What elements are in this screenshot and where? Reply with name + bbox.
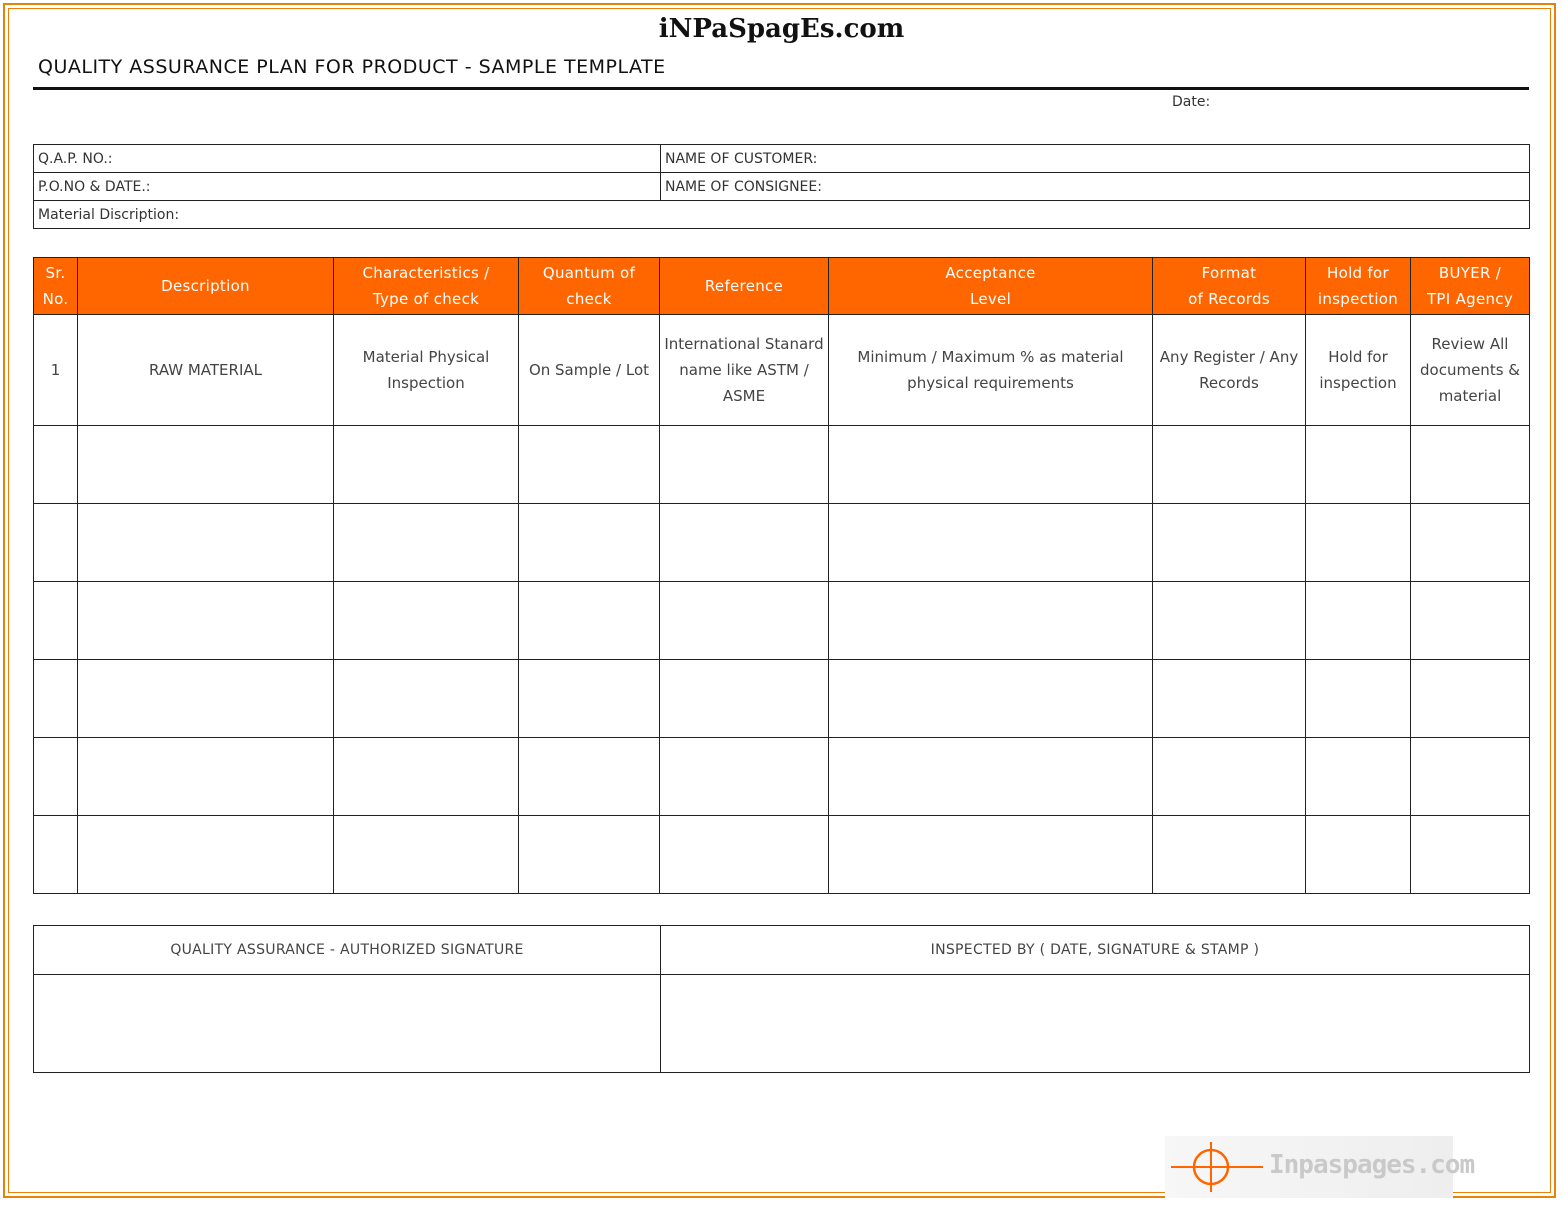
inspected-by-label: INSPECTED BY ( DATE, SIGNATURE & STAMP ) [661, 926, 1530, 975]
cell-empty[interactable] [1411, 738, 1530, 816]
cell-empty[interactable] [1411, 660, 1530, 738]
cell-acceptance[interactable]: Minimum / Maximum % as material physical requirements [829, 315, 1153, 426]
cell-empty[interactable] [334, 582, 519, 660]
cell-characteristics[interactable]: Material Physical Inspection [334, 315, 519, 426]
cell-format[interactable]: Any Register / Any Records [1153, 315, 1306, 426]
cell-reference[interactable]: International Stanard name like ASTM / ASME [660, 315, 829, 426]
cell-empty[interactable] [334, 426, 519, 504]
cell-empty[interactable] [1411, 504, 1530, 582]
info-row [34, 201, 1530, 229]
cell-empty[interactable] [660, 738, 829, 816]
cell-empty[interactable] [1153, 816, 1306, 894]
cell-empty[interactable] [334, 660, 519, 738]
qap-no-field[interactable]: Q.A.P. NO.: [34, 145, 661, 173]
cell-empty[interactable] [1153, 738, 1306, 816]
header-sr-no: Sr. No. [34, 258, 78, 315]
cell-empty[interactable] [829, 738, 1153, 816]
inspected-by-box[interactable] [661, 975, 1530, 1073]
signature-table [33, 925, 1530, 1073]
customer-name-field[interactable]: NAME OF CUSTOMER: [661, 145, 1530, 173]
cell-empty[interactable] [78, 816, 334, 894]
header-quantum: Quantum of check [519, 258, 660, 315]
cell-empty[interactable] [334, 504, 519, 582]
cell-empty[interactable] [519, 660, 660, 738]
table-row [34, 426, 1530, 504]
cell-empty[interactable] [34, 660, 78, 738]
table-row [34, 315, 1530, 426]
cell-empty[interactable] [78, 660, 334, 738]
header-characteristics: Characteristics / Type of check [334, 258, 519, 315]
table-row [34, 504, 1530, 582]
cell-empty[interactable] [829, 582, 1153, 660]
table-row [34, 816, 1530, 894]
cell-empty[interactable] [519, 738, 660, 816]
signature-header-row [34, 926, 1530, 975]
cell-empty[interactable] [519, 504, 660, 582]
cell-empty[interactable] [660, 660, 829, 738]
watermark [1165, 1136, 1475, 1198]
qa-signature-box[interactable] [34, 975, 661, 1073]
cell-buyer[interactable]: Review All documents & material [1411, 315, 1530, 426]
document-title: QUALITY ASSURANCE PLAN FOR PRODUCT - SAMPLE TEMPLATE [38, 56, 666, 78]
cell-empty[interactable] [660, 582, 829, 660]
cell-empty[interactable] [1306, 660, 1411, 738]
cell-empty[interactable] [1153, 660, 1306, 738]
header-hold: Hold for inspection [1306, 258, 1411, 315]
cell-empty[interactable] [78, 738, 334, 816]
cell-empty[interactable] [829, 504, 1153, 582]
signature-body-row [34, 975, 1530, 1073]
cell-empty[interactable] [1411, 816, 1530, 894]
header-description: Description [78, 258, 334, 315]
cell-empty[interactable] [78, 504, 334, 582]
cell-empty[interactable] [334, 738, 519, 816]
cell-empty[interactable] [519, 582, 660, 660]
cell-empty[interactable] [1153, 582, 1306, 660]
consignee-name-field[interactable]: NAME OF CONSIGNEE: [661, 173, 1530, 201]
cell-description[interactable]: RAW MATERIAL [78, 315, 334, 426]
table-row [34, 582, 1530, 660]
cell-empty[interactable] [1153, 426, 1306, 504]
header-buyer: BUYER / TPI Agency [1411, 258, 1530, 315]
qa-signature-label: QUALITY ASSURANCE - AUTHORIZED SIGNATURE [34, 926, 661, 975]
table-row [34, 738, 1530, 816]
watermark-text: Inpaspages.com [1269, 1150, 1475, 1180]
cell-empty[interactable] [519, 816, 660, 894]
cell-empty[interactable] [34, 738, 78, 816]
cell-quantum[interactable]: On Sample / Lot [519, 315, 660, 426]
title-underline [33, 87, 1529, 90]
cell-empty[interactable] [829, 426, 1153, 504]
info-row [34, 173, 1530, 201]
cell-empty[interactable] [34, 816, 78, 894]
header-reference: Reference [660, 258, 829, 315]
po-no-date-field[interactable]: P.O.NO & DATE.: [34, 173, 661, 201]
cell-empty[interactable] [829, 660, 1153, 738]
cell-empty[interactable] [1306, 582, 1411, 660]
cell-empty[interactable] [1153, 504, 1306, 582]
header-acceptance: Acceptance Level [829, 258, 1153, 315]
cell-empty[interactable] [660, 816, 829, 894]
cell-hold[interactable]: Hold for inspection [1306, 315, 1411, 426]
cell-empty[interactable] [334, 816, 519, 894]
info-table [33, 144, 1530, 229]
cell-empty[interactable] [78, 582, 334, 660]
cell-empty[interactable] [660, 426, 829, 504]
material-description-field[interactable]: Material Discription: [34, 201, 1530, 229]
header-format: Format of Records [1153, 258, 1306, 315]
cell-empty[interactable] [1411, 426, 1530, 504]
cell-empty[interactable] [519, 426, 660, 504]
cell-empty[interactable] [1306, 738, 1411, 816]
cell-empty[interactable] [34, 582, 78, 660]
qap-table [33, 257, 1530, 894]
table-row [34, 660, 1530, 738]
table-header-row [34, 258, 1530, 315]
cell-empty[interactable] [34, 504, 78, 582]
cell-empty[interactable] [1411, 582, 1530, 660]
date-label: Date: [1172, 94, 1211, 110]
cell-empty[interactable] [34, 426, 78, 504]
cell-empty[interactable] [1306, 426, 1411, 504]
cell-empty[interactable] [829, 816, 1153, 894]
cell-empty[interactable] [1306, 816, 1411, 894]
crosshair-logo-icon [1169, 1140, 1265, 1194]
info-row [34, 145, 1530, 173]
cell-sr-no[interactable]: 1 [34, 315, 78, 426]
site-title: iNPaSpagEs.com [658, 14, 905, 44]
cell-empty[interactable] [1306, 504, 1411, 582]
cell-empty[interactable] [78, 426, 334, 504]
cell-empty[interactable] [660, 504, 829, 582]
